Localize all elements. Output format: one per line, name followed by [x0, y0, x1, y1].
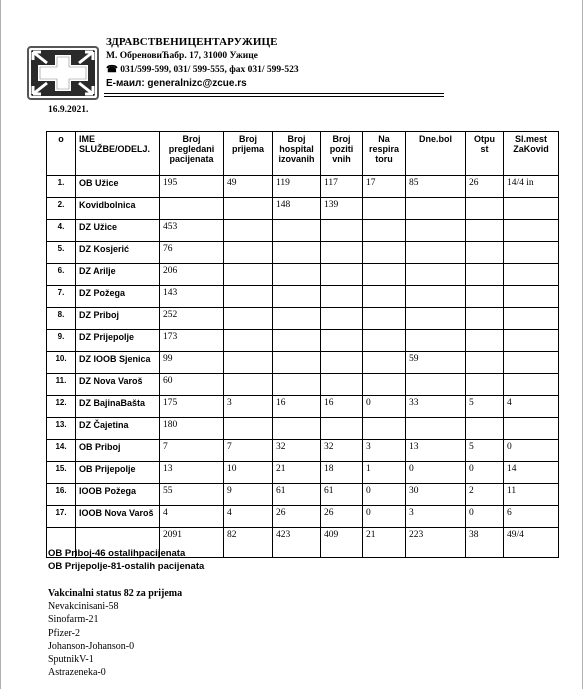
- cell-discharged: [466, 198, 504, 220]
- cell-examined: 13: [160, 462, 224, 484]
- vaccination-item: Pfizer-2: [48, 627, 81, 639]
- cell-covid-beds: [504, 286, 559, 308]
- cell-positive: 26: [321, 506, 363, 528]
- cell-positive: 16: [321, 396, 363, 418]
- cell-discharged: 0: [466, 462, 504, 484]
- cell-discharged: [466, 220, 504, 242]
- cell-examined: 252: [160, 308, 224, 330]
- cell-examined: 76: [160, 242, 224, 264]
- cell-hospital-days: 223: [406, 528, 466, 558]
- cell-covid-beds: [504, 198, 559, 220]
- cell-respirator: [363, 352, 406, 374]
- table-row: [47, 264, 559, 286]
- cell-covid-beds: 6: [504, 506, 559, 528]
- cell-covid-beds: 14: [504, 462, 559, 484]
- organization-email: Е-маил: generalnizc@zcue.rs: [106, 78, 247, 89]
- cell-number: 12.: [47, 396, 76, 418]
- cell-examined: 453: [160, 220, 224, 242]
- table-row: [47, 176, 559, 198]
- hospital-statistics-table: [46, 131, 559, 558]
- cell-hospitalized: 61: [273, 484, 321, 506]
- cell-hospital-days: [406, 286, 466, 308]
- cell-respirator: [363, 308, 406, 330]
- cell-discharged: [466, 374, 504, 396]
- cell-hospitalized: 26: [273, 506, 321, 528]
- cell-admissions: 7: [224, 440, 273, 462]
- cell-admissions: [224, 352, 273, 374]
- cell-service-name: IOOB Nova Varoš: [76, 506, 160, 528]
- cell-discharged: [466, 264, 504, 286]
- cell-examined: 195: [160, 176, 224, 198]
- cell-number: 16.: [47, 484, 76, 506]
- cell-hospitalized: 16: [273, 396, 321, 418]
- table-row: [47, 198, 559, 220]
- cell-number: 14.: [47, 440, 76, 462]
- cell-respirator: [363, 286, 406, 308]
- cell-positive: [321, 418, 363, 440]
- cell-service-name: DZ IOOB Sjenica: [76, 352, 160, 374]
- cell-respirator: 0: [363, 484, 406, 506]
- cell-admissions: 9: [224, 484, 273, 506]
- vaccination-item: Nevakcinisani-58: [48, 601, 119, 613]
- cell-service-name: DZ Kosjerić: [76, 242, 160, 264]
- cell-service-name: IOOB Požega: [76, 484, 160, 506]
- col-header-respirator: Na respira toru: [363, 132, 406, 176]
- cell-positive: 409: [321, 528, 363, 558]
- cell-positive: [321, 220, 363, 242]
- cell-discharged: [466, 286, 504, 308]
- cell-hospital-days: [406, 264, 466, 286]
- cell-service-name: Kovidbolnica: [76, 198, 160, 220]
- table-row: [47, 418, 559, 440]
- table-row: [47, 308, 559, 330]
- cell-covid-beds: 49/4: [504, 528, 559, 558]
- cell-service-name: OB Priboj: [76, 440, 160, 462]
- vaccination-item: SputnikV-1: [48, 654, 94, 666]
- cell-covid-beds: [504, 242, 559, 264]
- cell-number: 13.: [47, 418, 76, 440]
- cell-examined: 55: [160, 484, 224, 506]
- cell-discharged: 0: [466, 506, 504, 528]
- cell-admissions: [224, 264, 273, 286]
- cell-positive: 18: [321, 462, 363, 484]
- cell-service-name: DZ Priboj: [76, 308, 160, 330]
- cell-positive: 117: [321, 176, 363, 198]
- vaccination-item: Astrazeneka-0: [48, 667, 106, 679]
- cell-covid-beds: [504, 264, 559, 286]
- cell-discharged: 38: [466, 528, 504, 558]
- col-header-number: o: [47, 132, 76, 176]
- cell-service-name: DZ Užice: [76, 220, 160, 242]
- cell-positive: [321, 308, 363, 330]
- cell-hospitalized: 32: [273, 440, 321, 462]
- cell-respirator: [363, 418, 406, 440]
- table-row: [47, 220, 559, 242]
- health-center-logo: [27, 46, 99, 100]
- cell-covid-beds: [504, 330, 559, 352]
- cell-hospitalized: [273, 220, 321, 242]
- cell-admissions: [224, 374, 273, 396]
- table-row: [47, 506, 559, 528]
- cell-admissions: [224, 242, 273, 264]
- header-rule-thick: [104, 93, 444, 94]
- cell-admissions: 4: [224, 506, 273, 528]
- cell-hospitalized: 423: [273, 528, 321, 558]
- cell-number: 10.: [47, 352, 76, 374]
- cell-number: 7.: [47, 286, 76, 308]
- cell-discharged: [466, 242, 504, 264]
- cell-positive: [321, 352, 363, 374]
- cell-hospital-days: 85: [406, 176, 466, 198]
- cell-admissions: 82: [224, 528, 273, 558]
- cell-hospital-days: [406, 308, 466, 330]
- cell-covid-beds: 14/4 in: [504, 176, 559, 198]
- cell-examined: 60: [160, 374, 224, 396]
- col-header-positive: Broj poziti vnih: [321, 132, 363, 176]
- cell-positive: 61: [321, 484, 363, 506]
- cell-respirator: [363, 330, 406, 352]
- cell-discharged: 26: [466, 176, 504, 198]
- cell-hospital-days: [406, 198, 466, 220]
- cell-respirator: [363, 198, 406, 220]
- cell-discharged: [466, 308, 504, 330]
- cell-examined: 4: [160, 506, 224, 528]
- col-header-covid-beds: Sl.mest ZaKovid: [504, 132, 559, 176]
- cell-discharged: 2: [466, 484, 504, 506]
- cell-covid-beds: [504, 352, 559, 374]
- table-row: [47, 374, 559, 396]
- cell-positive: [321, 286, 363, 308]
- organization-name: ЗДРАВСТВЕНИЦЕНТАРУЖИЦЕ: [106, 36, 278, 48]
- cell-admissions: [224, 220, 273, 242]
- cell-respirator: [363, 242, 406, 264]
- cell-hospitalized: [273, 330, 321, 352]
- cell-hospitalized: 119: [273, 176, 321, 198]
- cell-number: 5.: [47, 242, 76, 264]
- cell-examined: 175: [160, 396, 224, 418]
- cell-hospital-days: 33: [406, 396, 466, 418]
- note-priboj: OB Priboj-46 ostalihpacijenata: [48, 548, 186, 559]
- cell-number: 4.: [47, 220, 76, 242]
- cell-hospital-days: [406, 374, 466, 396]
- cell-hospitalized: [273, 242, 321, 264]
- cell-hospitalized: 148: [273, 198, 321, 220]
- cell-service-name: DZ BajinaBašta: [76, 396, 160, 418]
- organization-address: М. ОбреновиЋабр. 17, 31000 Ужице: [106, 51, 258, 61]
- header-rule-thin: [104, 96, 444, 97]
- cell-respirator: [363, 264, 406, 286]
- table-row: [47, 286, 559, 308]
- cell-examined: 173: [160, 330, 224, 352]
- cell-hospital-days: 13: [406, 440, 466, 462]
- cell-discharged: 5: [466, 396, 504, 418]
- cell-examined: 2091: [160, 528, 224, 558]
- cell-admissions: 10: [224, 462, 273, 484]
- vaccination-item: Johanson-Johanson-0: [48, 640, 135, 652]
- cell-positive: 32: [321, 440, 363, 462]
- cell-hospital-days: [406, 330, 466, 352]
- cell-examined: 143: [160, 286, 224, 308]
- cell-number: 9.: [47, 330, 76, 352]
- cell-covid-beds: 11: [504, 484, 559, 506]
- cell-service-name: DZ Nova Varoš: [76, 374, 160, 396]
- table-row: [47, 242, 559, 264]
- cell-number: 8.: [47, 308, 76, 330]
- cell-hospital-days: 59: [406, 352, 466, 374]
- cell-discharged: [466, 352, 504, 374]
- cell-examined: 99: [160, 352, 224, 374]
- cell-covid-beds: [504, 308, 559, 330]
- cell-covid-beds: [504, 374, 559, 396]
- cell-discharged: [466, 418, 504, 440]
- cell-service-name: DZ Požega: [76, 286, 160, 308]
- cell-service-name: DZ Arilje: [76, 264, 160, 286]
- cell-positive: [321, 264, 363, 286]
- cell-discharged: 5: [466, 440, 504, 462]
- page-right-edge: [582, 0, 583, 689]
- cell-hospital-days: [406, 220, 466, 242]
- table-row: [47, 330, 559, 352]
- cell-respirator: 0: [363, 506, 406, 528]
- cell-admissions: [224, 308, 273, 330]
- cell-covid-beds: 0: [504, 440, 559, 462]
- cell-hospitalized: 21: [273, 462, 321, 484]
- col-header-hospital-days: Dne.bol: [406, 132, 466, 176]
- cell-hospital-days: [406, 242, 466, 264]
- cell-hospital-days: [406, 418, 466, 440]
- cell-respirator: 17: [363, 176, 406, 198]
- cell-positive: [321, 242, 363, 264]
- col-header-service: IME SLUŽBE/ODELJ.: [76, 132, 160, 176]
- cell-admissions: 3: [224, 396, 273, 418]
- cell-number: 1.: [47, 176, 76, 198]
- table-row: [47, 352, 559, 374]
- cell-covid-beds: [504, 418, 559, 440]
- cell-examined: 206: [160, 264, 224, 286]
- cell-admissions: [224, 198, 273, 220]
- col-header-examined: Broj pregledani pacijenata: [160, 132, 224, 176]
- cell-service-name: OB Prijepolje: [76, 462, 160, 484]
- col-header-admissions: Broj prijema: [224, 132, 273, 176]
- cell-examined: 180: [160, 418, 224, 440]
- cell-service-name: DZ Prijepolje: [76, 330, 160, 352]
- cell-hospitalized: [273, 352, 321, 374]
- cell-respirator: 21: [363, 528, 406, 558]
- cell-covid-beds: [504, 220, 559, 242]
- cell-respirator: [363, 220, 406, 242]
- cell-admissions: [224, 418, 273, 440]
- cell-hospital-days: 3: [406, 506, 466, 528]
- cell-number: 6.: [47, 264, 76, 286]
- vaccination-block: [48, 587, 182, 679]
- cell-positive: [321, 374, 363, 396]
- cell-respirator: 3: [363, 440, 406, 462]
- page-left-edge: [0, 0, 1, 689]
- vaccination-title: Vakcinalni status 82 za prijema: [48, 588, 183, 599]
- col-header-discharged: Otpu st: [466, 132, 504, 176]
- note-prijepolje: OB Prijepolje-81-ostalih pacijenata: [48, 561, 205, 572]
- cell-service-name: OB Užice: [76, 176, 160, 198]
- cell-hospitalized: [273, 308, 321, 330]
- cell-positive: [321, 330, 363, 352]
- table-row: [47, 396, 559, 418]
- notes-block: [48, 547, 204, 573]
- cell-respirator: 0: [363, 396, 406, 418]
- cell-service-name: DZ Čajetina: [76, 418, 160, 440]
- table-header-row: [47, 132, 559, 176]
- vaccination-item: Sinofarm-21: [48, 614, 99, 626]
- cell-positive: 139: [321, 198, 363, 220]
- cell-admissions: [224, 330, 273, 352]
- cell-covid-beds: 4: [504, 396, 559, 418]
- cell-hospitalized: [273, 418, 321, 440]
- cell-hospitalized: [273, 264, 321, 286]
- cell-respirator: [363, 374, 406, 396]
- cell-admissions: 49: [224, 176, 273, 198]
- table-row: [47, 440, 559, 462]
- cell-number: 11.: [47, 374, 76, 396]
- table-row: [47, 484, 559, 506]
- organization-phones: ☎ 031/599-599, 031/ 599-555, фах 031/ 599-523: [106, 65, 299, 75]
- cell-admissions: [224, 286, 273, 308]
- cell-hospital-days: 0: [406, 462, 466, 484]
- cell-number: 2.: [47, 198, 76, 220]
- cell-respirator: 1: [363, 462, 406, 484]
- cell-examined: 7: [160, 440, 224, 462]
- letterhead: [106, 36, 299, 89]
- cell-examined: [160, 198, 224, 220]
- cell-hospital-days: 30: [406, 484, 466, 506]
- cell-hospitalized: [273, 286, 321, 308]
- table-row: [47, 462, 559, 484]
- cell-discharged: [466, 330, 504, 352]
- cell-hospitalized: [273, 374, 321, 396]
- report-date: 16.9.2021.: [48, 105, 89, 115]
- col-header-hospitalized: Broj hospital izovanih: [273, 132, 321, 176]
- cell-number: 15.: [47, 462, 76, 484]
- cell-number: 17.: [47, 506, 76, 528]
